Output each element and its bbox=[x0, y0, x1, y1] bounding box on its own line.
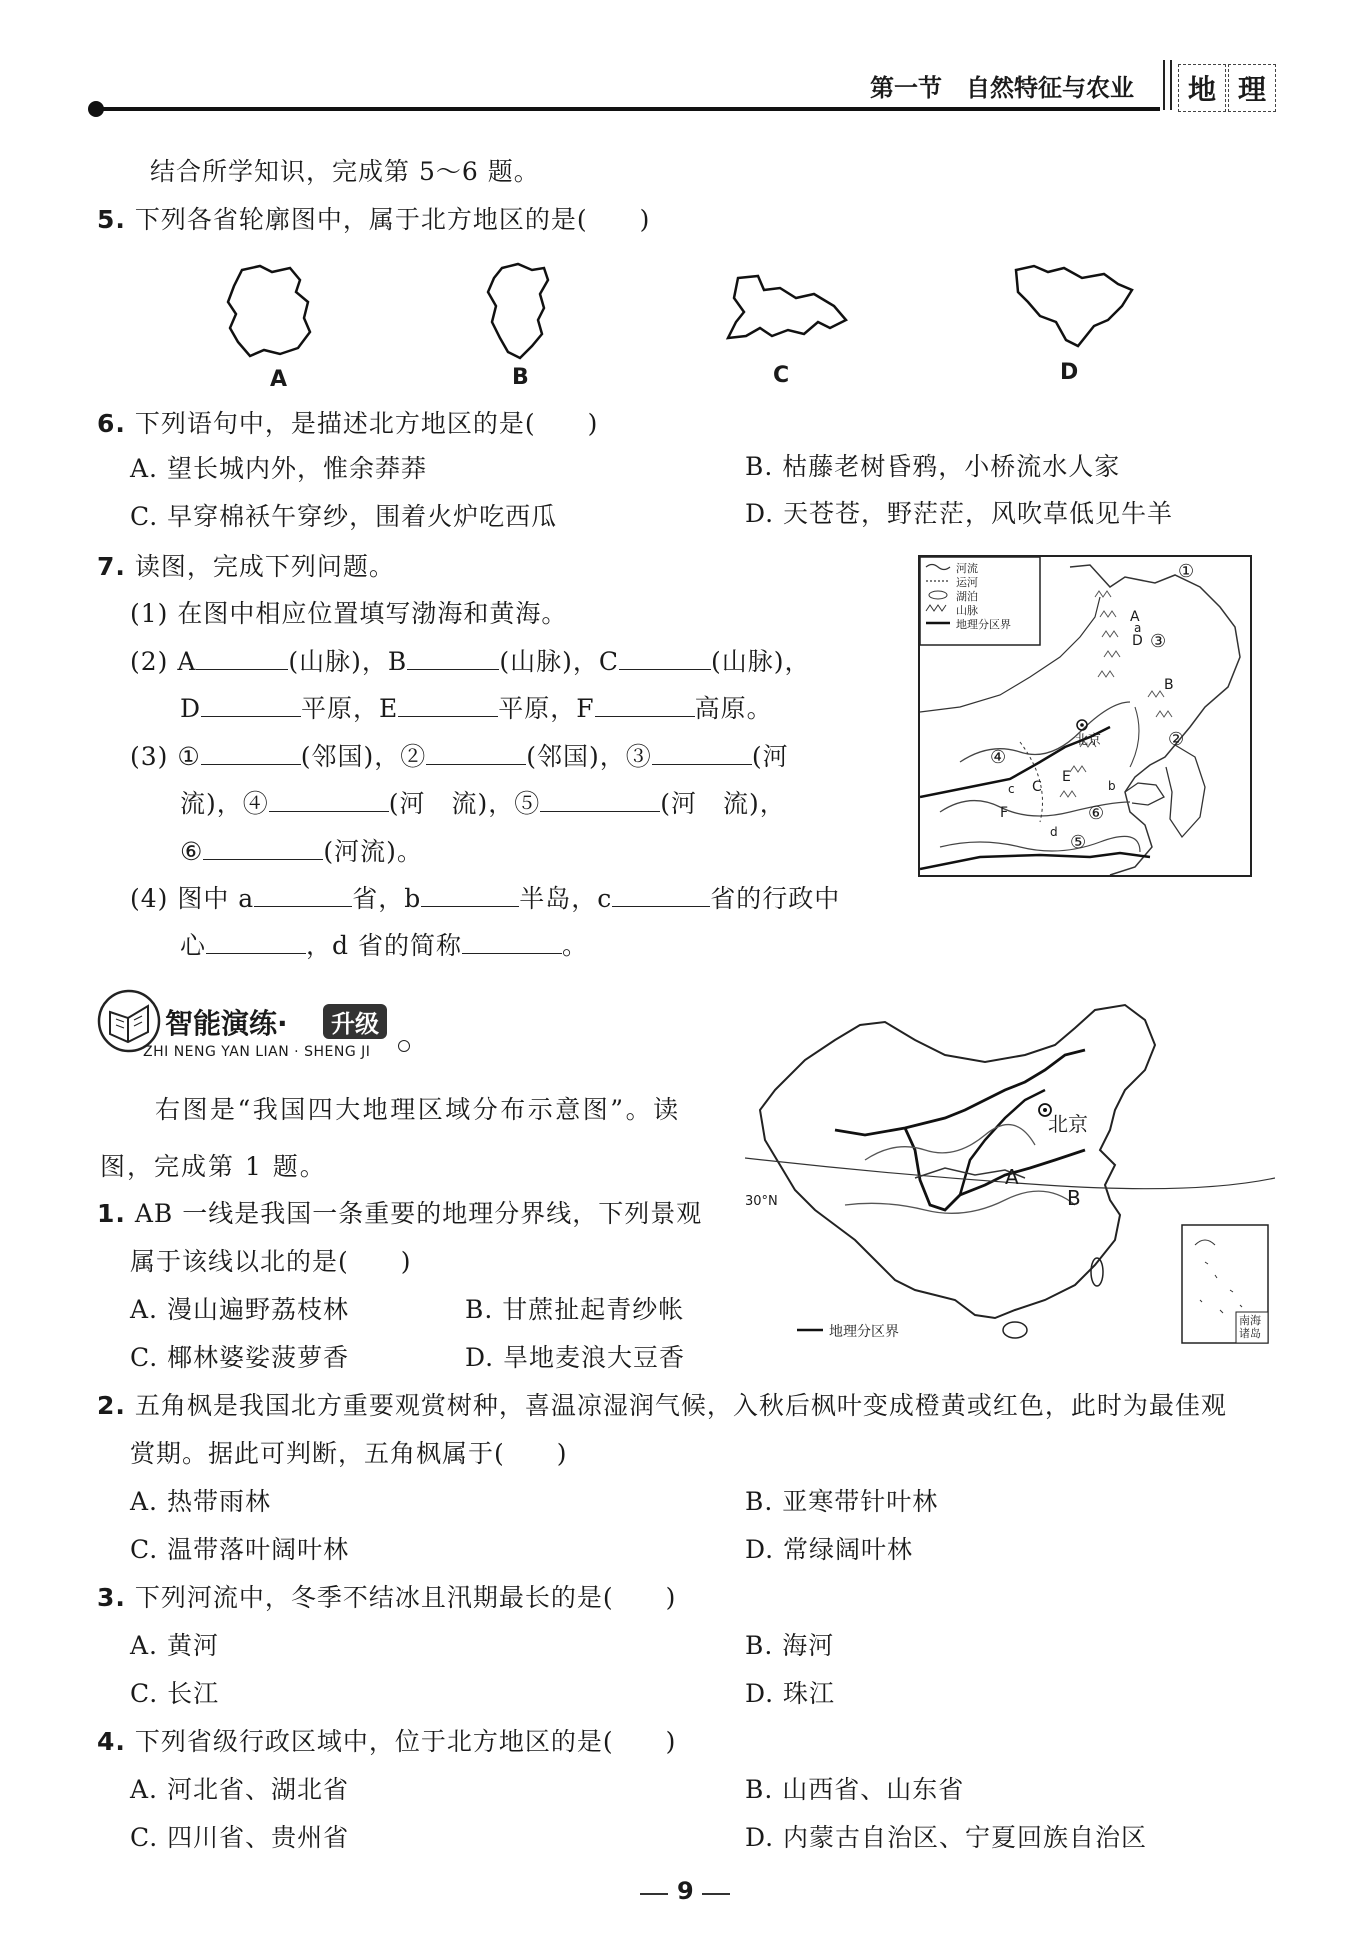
answer-blank[interactable] bbox=[595, 692, 695, 717]
q7-part-4-line-1: (4) 图中 a 省，b 半岛，c 省的行政中 bbox=[130, 884, 841, 913]
e2-stem-1: 五角枫是我国北方重要观赏树种，喜温凉湿润气候，入秋后枫叶变成橙黄或红色，此时为最佳观 bbox=[134, 1391, 1227, 1420]
map1-label-E: E bbox=[1062, 769, 1071, 785]
q7-part-4-line-2: 心 ，d 省的简称 。 bbox=[180, 931, 588, 960]
q6-stem: 下列语句中，是描述北方地区的是( ) bbox=[134, 409, 599, 438]
e1-option-d: D. 旱地麦浪大豆香 bbox=[465, 1343, 686, 1372]
q7-part-3-line-3: ⑥ (河流)。 bbox=[180, 837, 423, 866]
e4-number: 4. bbox=[97, 1727, 126, 1756]
banner-dot bbox=[398, 1040, 410, 1052]
e4-option-d: D. 内蒙古自治区、宁夏回族自治区 bbox=[745, 1823, 1148, 1852]
map1-circle-5: ⑤ bbox=[1070, 832, 1087, 853]
answer-blank[interactable] bbox=[269, 787, 389, 812]
answer-blank[interactable] bbox=[254, 882, 352, 907]
map2-inset-label: 南海诸岛 bbox=[1239, 1314, 1261, 1340]
subject-char-1: 地 bbox=[1178, 64, 1226, 112]
map2-label-A: A bbox=[1005, 1165, 1019, 1189]
answer-blank[interactable] bbox=[612, 882, 710, 907]
answer-blank[interactable] bbox=[398, 692, 498, 717]
q5-label-b: B bbox=[512, 365, 529, 390]
e4-line-1 bbox=[97, 1725, 676, 1759]
banner-pinyin: ZHI NENG YAN LIAN · SHENG JI bbox=[143, 1044, 371, 1060]
map1-circle-4: ④ bbox=[990, 747, 1007, 768]
intro-1-line-1: 右图是“我国四大地理区域分布示意图”。读 bbox=[155, 1095, 681, 1124]
e4-stem: 下列省级行政区域中，位于北方地区的是( ) bbox=[134, 1727, 677, 1756]
map1-beijing: 北京 bbox=[1075, 733, 1102, 748]
answer-blank[interactable] bbox=[201, 740, 301, 765]
map1-label-b: b bbox=[1108, 779, 1116, 793]
map1-label-D: D bbox=[1132, 633, 1143, 649]
map2-latitude: 30°N bbox=[745, 1194, 778, 1209]
e1-option-a: A. 漫山遍野荔枝林 bbox=[130, 1295, 349, 1324]
e1-line-1 bbox=[97, 1197, 702, 1231]
q5-text bbox=[97, 203, 650, 237]
intro-5-6: 结合所学知识，完成第 5～6 题。 bbox=[150, 157, 540, 186]
answer-blank[interactable] bbox=[540, 787, 660, 812]
province-outline-a bbox=[220, 262, 320, 362]
map1-label-C: C bbox=[1032, 779, 1042, 795]
e2-line-1 bbox=[97, 1389, 1227, 1423]
map1-label-c: c bbox=[1008, 782, 1015, 796]
footer-dash-right bbox=[702, 1893, 730, 1895]
q5-stem: 下列各省轮廓图中，属于北方地区的是( ) bbox=[134, 205, 651, 234]
e1-line-2: 属于该线以北的是( ) bbox=[130, 1247, 412, 1276]
e2-option-d: D. 常绿阔叶林 bbox=[745, 1535, 914, 1564]
map1-label-F: F bbox=[1000, 805, 1009, 821]
answer-blank[interactable] bbox=[619, 645, 711, 670]
answer-blank[interactable] bbox=[652, 740, 752, 765]
answer-blank[interactable] bbox=[196, 645, 288, 670]
answer-blank[interactable] bbox=[201, 692, 301, 717]
header-divider bbox=[1163, 60, 1165, 110]
header-rule-dot bbox=[88, 101, 104, 117]
map2-beijing: 北京 bbox=[1048, 1112, 1088, 1136]
header-divider-2 bbox=[1170, 60, 1172, 110]
map2-label-B: B bbox=[1067, 1186, 1081, 1210]
map1-label-a: a bbox=[1134, 621, 1142, 635]
province-outline-d bbox=[1008, 262, 1138, 352]
answer-blank[interactable] bbox=[203, 835, 323, 860]
e4-option-c: C. 四川省、贵州省 bbox=[130, 1823, 350, 1852]
map1-circle-1: ① bbox=[1178, 561, 1195, 582]
e2-option-a: A. 热带雨林 bbox=[130, 1487, 271, 1516]
q5-number: 5. bbox=[97, 205, 126, 234]
q7-part-2-line-1: (2) A (山脉)，B (山脉)，C (山脉)， bbox=[130, 647, 811, 676]
legend-mountain: 山脉 bbox=[956, 604, 978, 617]
q6-option-a: A. 望长城内外，惟余莽莽 bbox=[130, 454, 427, 483]
q5-label-c: C bbox=[773, 363, 790, 388]
q6-option-b: B. 枯藤老树昏鸦，小桥流水人家 bbox=[745, 452, 1121, 481]
q6-number: 6. bbox=[97, 409, 126, 438]
e1-option-c: C. 椰林婆娑菠萝香 bbox=[130, 1343, 350, 1372]
e3-option-d: D. 珠江 bbox=[745, 1679, 836, 1708]
q7-number: 7. bbox=[97, 552, 126, 581]
map1-label-A: A bbox=[1130, 609, 1140, 625]
map2-legend: 地理分区界 bbox=[829, 1324, 899, 1340]
q7-part-1: (1) 在图中相应位置填写渤海和黄海。 bbox=[130, 599, 568, 628]
footer-dash-left bbox=[640, 1893, 668, 1895]
legend-river: 河流 bbox=[956, 562, 978, 575]
q7-part-3-line-2: 流)，④ (河 流)，⑤ (河 流)， bbox=[180, 789, 786, 818]
e2-number: 2. bbox=[97, 1391, 126, 1420]
e1-option-b: B. 甘蔗扯起青纱帐 bbox=[465, 1295, 685, 1324]
q5-label-d: D bbox=[1060, 360, 1079, 385]
q6-option-d: D. 天苍苍，野茫茫，风吹草低见牛羊 bbox=[745, 499, 1174, 528]
banner-title: 智能演练· bbox=[165, 1007, 288, 1040]
e4-option-b: B. 山西省、山东省 bbox=[745, 1775, 965, 1804]
answer-blank[interactable] bbox=[426, 740, 526, 765]
q5-label-a: A bbox=[270, 367, 288, 392]
e2-option-b: B. 亚寒带针叶林 bbox=[745, 1487, 939, 1516]
q7-text bbox=[97, 550, 395, 584]
map1-circle-6: ⑥ bbox=[1088, 803, 1105, 824]
china-regions-map bbox=[745, 1000, 1275, 1360]
map1-label-B: B bbox=[1164, 677, 1174, 693]
e3-line-1 bbox=[97, 1581, 676, 1615]
e3-option-c: C. 长江 bbox=[130, 1679, 220, 1708]
q7-part-2-line-2: D 平原，E 平原，F 高原。 bbox=[180, 694, 773, 723]
intro-1-line-2: 图，完成第 1 题。 bbox=[100, 1152, 327, 1181]
answer-blank[interactable] bbox=[462, 929, 562, 954]
q7-part-3-line-1: (3) ① (邻国)，② (邻国)，③ (河 bbox=[130, 742, 789, 771]
header-rule bbox=[100, 107, 1160, 111]
q6-text bbox=[97, 407, 598, 441]
north-region-map bbox=[918, 555, 1252, 877]
legend-canal: 运河 bbox=[956, 576, 978, 589]
q6-option-c: C. 早穿棉袄午穿纱，围着火炉吃西瓜 bbox=[130, 502, 558, 531]
e3-option-b: B. 海河 bbox=[745, 1631, 835, 1660]
page-number: 9 bbox=[677, 1877, 694, 1905]
e1-stem-1: AB 一线是我国一条重要的地理分界线，下列景观 bbox=[134, 1199, 703, 1228]
answer-blank[interactable] bbox=[407, 645, 499, 670]
subject-char-2: 理 bbox=[1228, 64, 1276, 112]
q7-stem: 读图，完成下列问题。 bbox=[134, 552, 395, 581]
legend-boundary: 地理分区界 bbox=[956, 618, 1011, 631]
answer-blank[interactable] bbox=[206, 929, 306, 954]
province-outline-c bbox=[722, 272, 852, 352]
e1-number: 1. bbox=[97, 1199, 126, 1228]
e4-option-a: A. 河北省、湖北省 bbox=[130, 1775, 349, 1804]
e3-stem: 下列河流中，冬季不结冰且汛期最长的是( ) bbox=[134, 1583, 677, 1612]
legend-lake: 湖泊 bbox=[956, 590, 978, 603]
answer-blank[interactable] bbox=[421, 882, 519, 907]
section-title: 第一节 自然特征与农业 bbox=[870, 74, 1134, 102]
e3-option-a: A. 黄河 bbox=[130, 1631, 219, 1660]
map1-circle-3: ③ bbox=[1150, 631, 1167, 652]
banner-tag: 升级 bbox=[323, 1004, 387, 1039]
e2-option-c: C. 温带落叶阔叶林 bbox=[130, 1535, 350, 1564]
province-outline-b bbox=[482, 262, 562, 362]
e2-line-2: 赏期。据此可判断，五角枫属于( ) bbox=[130, 1439, 568, 1468]
e3-number: 3. bbox=[97, 1583, 126, 1612]
map1-circle-2: ② bbox=[1168, 729, 1185, 750]
map1-label-d: d bbox=[1050, 825, 1058, 839]
